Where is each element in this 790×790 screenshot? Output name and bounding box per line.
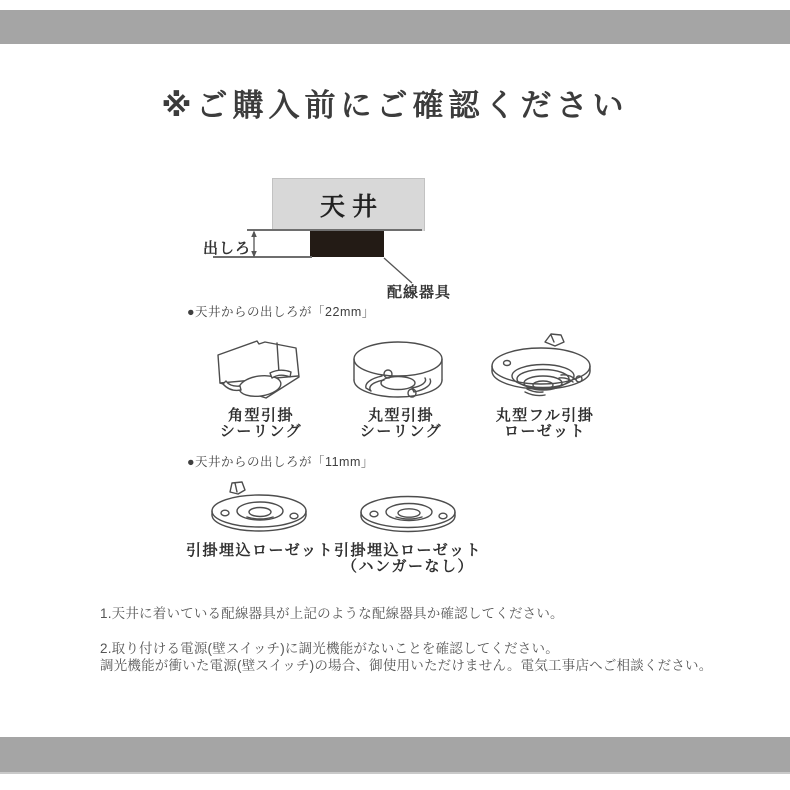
- note-dimmer-warning: 調光機能が衝いた電源(壁スイッチ)の場合、御使用いただけません。電気工事店へご相談ください。: [100, 658, 713, 673]
- fixture-label-line1: 引掛埋込ローゼット: [186, 542, 334, 559]
- fixture-label-line1: 角型引掛: [227, 407, 294, 424]
- bullet-11mm: ●天井からの出しろが「11mm」: [187, 455, 374, 469]
- round-ceiling-drawing: [348, 336, 448, 403]
- fixture-label-line1: 丸型フル引掛: [495, 407, 595, 424]
- fixture-label-embedded-rosette: [185, 543, 335, 559]
- round-full-rosette-drawing: [485, 330, 597, 406]
- round-full-hikikake-rosette-icon: [485, 330, 597, 406]
- fixture-label-square-ceiling: [200, 408, 322, 439]
- note-check-dimmer: 2.取り付ける電源(壁スイッチ)に調光機能がないことを確認してください。: [100, 641, 559, 656]
- hikikake-embedded-rosette-icon: [207, 480, 310, 540]
- embedded-rosette-no-hanger-drawing: [356, 486, 459, 540]
- wiring-fixture-label: 配線器具: [387, 284, 452, 301]
- fixture-label-line2: （ハンガーなし）: [341, 557, 474, 575]
- fixture-label-line2: シーリング: [219, 422, 303, 440]
- page-title: ※ご購入前にご確認ください: [161, 88, 629, 123]
- bottom-divider-bar: [0, 737, 790, 774]
- embedded-rosette-drawing: [207, 480, 310, 540]
- fixture-label-embedded-rosette-no-hanger: [333, 543, 483, 574]
- fixture-label-line2: ローゼット: [504, 422, 586, 440]
- ceiling-label: 天井: [319, 193, 384, 221]
- fixture-label-round-full-rosette: [481, 408, 609, 439]
- wiring-fixture-block: [310, 231, 384, 257]
- square-hikikake-ceiling-icon: [210, 334, 305, 404]
- square-ceiling-drawing: [210, 334, 305, 404]
- fixture-label-line2: シーリング: [359, 422, 443, 440]
- fixture-label-round-ceiling: [340, 408, 462, 439]
- protrusion-label: 出しろ: [203, 240, 252, 257]
- fixture-label-line1: 引掛埋込ローゼット: [334, 542, 482, 559]
- fixture-label-line1: 丸型引掛: [367, 407, 434, 424]
- bullet-22mm: ●天井からの出しろが「22mm」: [187, 305, 375, 319]
- top-divider-bar: [0, 10, 790, 44]
- note-check-fixture: 1.天井に着いている配線器具が上記のような配線器具か確認してください。: [100, 606, 564, 621]
- round-hikikake-ceiling-icon: [348, 336, 448, 403]
- ceiling-section-box: [272, 178, 425, 231]
- hikikake-embedded-rosette-no-hanger-icon: [356, 486, 459, 540]
- measure-arrow-icon: [246, 230, 262, 258]
